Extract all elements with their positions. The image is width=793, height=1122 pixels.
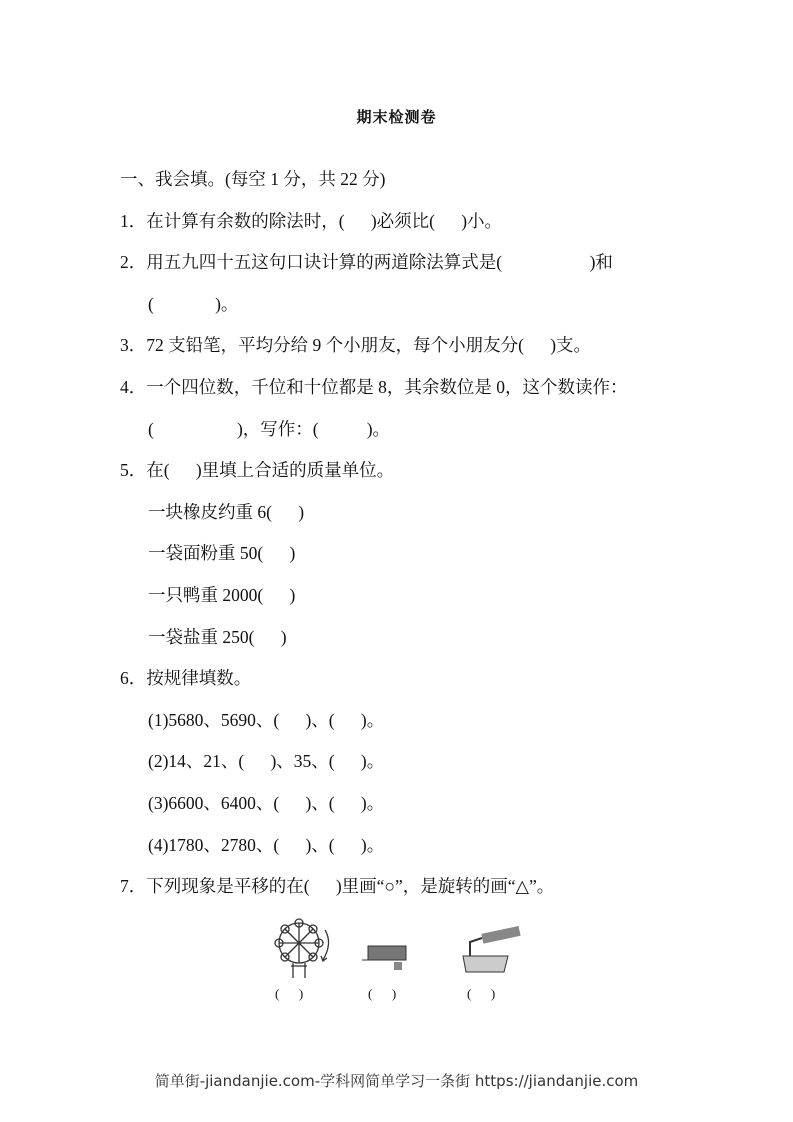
figure-1-answer: ( ) xyxy=(275,986,304,1001)
ferris-wheel-icon xyxy=(263,918,343,983)
conveyor-icon xyxy=(360,938,420,983)
question-4-cont: ( )，写作：( )。 xyxy=(148,418,391,439)
faucet-basin-icon xyxy=(460,926,530,981)
question-6-item: (4)1780、2780、( )、( )。 xyxy=(148,834,385,855)
question-6: 6．按规律填数。 xyxy=(120,668,252,689)
question-1: 1．在计算有余数的除法时，( )必须比( )小。 xyxy=(120,210,503,231)
page-title: 期末检测卷 xyxy=(356,108,437,126)
question-list xyxy=(120,159,700,908)
question-5-item: 一袋盐重 250( ) xyxy=(148,626,287,647)
question-6-item: (2)14、21、( )、35、( )。 xyxy=(148,751,385,772)
question-7: 7．下列现象是平移的在( )里画“○”，是旋转的画“△”。 xyxy=(120,876,555,897)
question-6-item: (1)5680、5690、( )、( )。 xyxy=(148,709,385,730)
figure-3-answer: ( ) xyxy=(467,986,496,1001)
question-5: 5．在( )里填上合适的质量单位。 xyxy=(120,460,395,481)
question-2-cont: ( )。 xyxy=(148,293,239,314)
footer-watermark: 简单街-jiandanjie.com-学科网简单学习一条街 https://jiandanjie.com xyxy=(154,1072,639,1090)
question-3: 3．72 支铅笔，平均分给 9 个小朋友，每个小朋友分( )支。 xyxy=(120,335,592,356)
question-5-item: 一块橡皮约重 6( ) xyxy=(148,501,305,522)
question-7-figures xyxy=(255,918,535,1008)
figure-2-answer: ( ) xyxy=(368,986,397,1001)
question-2: 2．用五九四十五这句口诀计算的两道除法算式是( )和 xyxy=(120,252,613,273)
question-4: 4．一个四位数，千位和十位都是 8，其余数位是 0，这个数读作： xyxy=(120,376,628,397)
question-6-item: (3)6600、6400、( )、( )。 xyxy=(148,792,385,813)
question-5-item: 一袋面粉重 50( ) xyxy=(148,543,296,564)
question-5-item: 一只鸭重 2000( ) xyxy=(148,584,296,605)
section-heading: 一、我会填。(每空 1 分，共 22 分) xyxy=(120,169,386,189)
